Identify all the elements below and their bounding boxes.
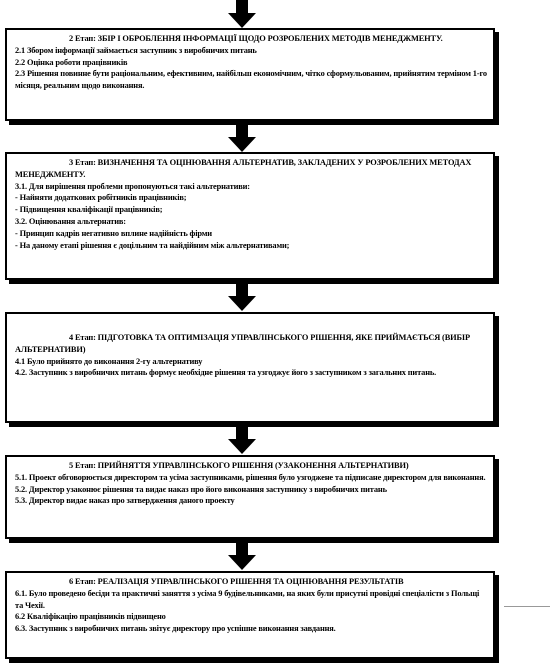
down-arrow-icon (228, 542, 256, 572)
stage-2-item-1: 2.1 Збором інформації займається заступник з виробничих питань (15, 45, 257, 55)
stage-4-title: 4 Етап: ПІДГОТОВКА ТА ОПТИМІЗАЦІЯ УПРАВЛІНСЬКОГО РІШЕННЯ, ЯКЕ ПРИЙМАЄТЬСЯ (ВИБІР АЛЬТЕРНАТИВИ) (15, 333, 470, 354)
stage-6-item-1: 6.1. Було проведено бесіди та практичні заняття з усіма 9 будівельниками, на яких були присутні провідні спеціалісти з Польщі та Чехії. (15, 588, 480, 610)
side-divider-line (504, 606, 550, 607)
stage-3-title: 3 Етап: ВИЗНАЧЕННЯ ТА ОЦІНЮВАННЯ АЛЬТЕРНАТИВ, ЗАКЛАДЕНИХ У РОЗРОБЛЕНИХ МЕТОДАХ МЕНЕДЖМЕНТУ. (15, 158, 472, 179)
stage-5-item-2: 5.2. Директор узаконює рішення та видає наказ про його виконання заступнику з виробничих питань (15, 484, 387, 494)
down-arrow-icon (228, 124, 256, 154)
stage-2-item-2: 2.2 Оцінка роботи працівників (15, 57, 128, 67)
stage-3-item-1: 3.1. Для вирішення проблеми пропонуються такі альтернативи: (15, 181, 250, 191)
stage-2-title: 2 Етап: ЗБІР І ОБРОБЛЕННЯ ІНФОРМАЦІЇ ЩОДО РОЗРОБЛЕНИХ МЕТОДІВ МЕНЕДЖМЕНТУ. (69, 34, 443, 43)
stage-4-item-1: 4.1 Було прийнято до виконання 2-гу альтернативу (15, 356, 203, 366)
stage-3-item-4: 3.2. Оцінювання альтернатив: (15, 216, 126, 226)
down-arrow-icon (228, 283, 256, 313)
stage-6-title: 6 Етап: РЕАЛІЗАЦІЯ УПРАВЛІНСЬКОГО РІШЕННЯ ТА ОЦІНЮВАННЯ РЕЗУЛЬТАТІВ (69, 577, 404, 586)
stage-2-item-3: 2.3 Рішення повинне бути раціональним, ефективним, найбільш економічним, чітко сформульованим, прийнятим терміном 1-го місяця, реальним щодо виконання. (15, 69, 487, 91)
stage-5-title: 5 Етап: ПРИЙНЯТТЯ УПРАВЛІНСЬКОГО РІШЕННЯ (УЗАКОНЕННЯ АЛЬТЕРНАТИВИ) (69, 461, 409, 470)
down-arrow-icon (228, 0, 256, 30)
stage-3-box (5, 152, 495, 280)
stage-5-item-1: 5.1. Проект обговорюється директором та усіма заступниками, рішення було узгоджене та підписане директором для виконання. (15, 472, 486, 482)
stage-5-item-3: 5.3. Директор видає наказ про затвердження даного проекту (15, 496, 235, 506)
stage-3-item-5: - Принцип кадрів негативно вплине надійність фірми (15, 228, 212, 238)
stage-2-box (5, 28, 495, 121)
stage-6-item-3: 6.3. Заступник з виробничих питань звітує директору про успішне виконання завдання. (15, 624, 336, 634)
stage-3-item-3: - Підвищення кваліфікації працівників; (15, 205, 163, 215)
stage-4-item-2: 4.2. Заступник з виробничих питань формує необхідне рішення та узгоджує його з заступником з загальних питань. (15, 368, 437, 378)
stage-3-item-6: - На даному етапі рішення є доцільним та найдійним між альтернативами; (15, 240, 290, 250)
stage-6-item-2: 6.2 Кваліфікацію працівників підвищено (15, 612, 166, 622)
stage-6-box (5, 571, 495, 659)
stage-4-box (5, 312, 495, 423)
stage-3-item-2: - Найняти додаткових робітників працівників; (15, 193, 187, 203)
down-arrow-icon (228, 426, 256, 456)
stage-5-box (5, 455, 495, 539)
